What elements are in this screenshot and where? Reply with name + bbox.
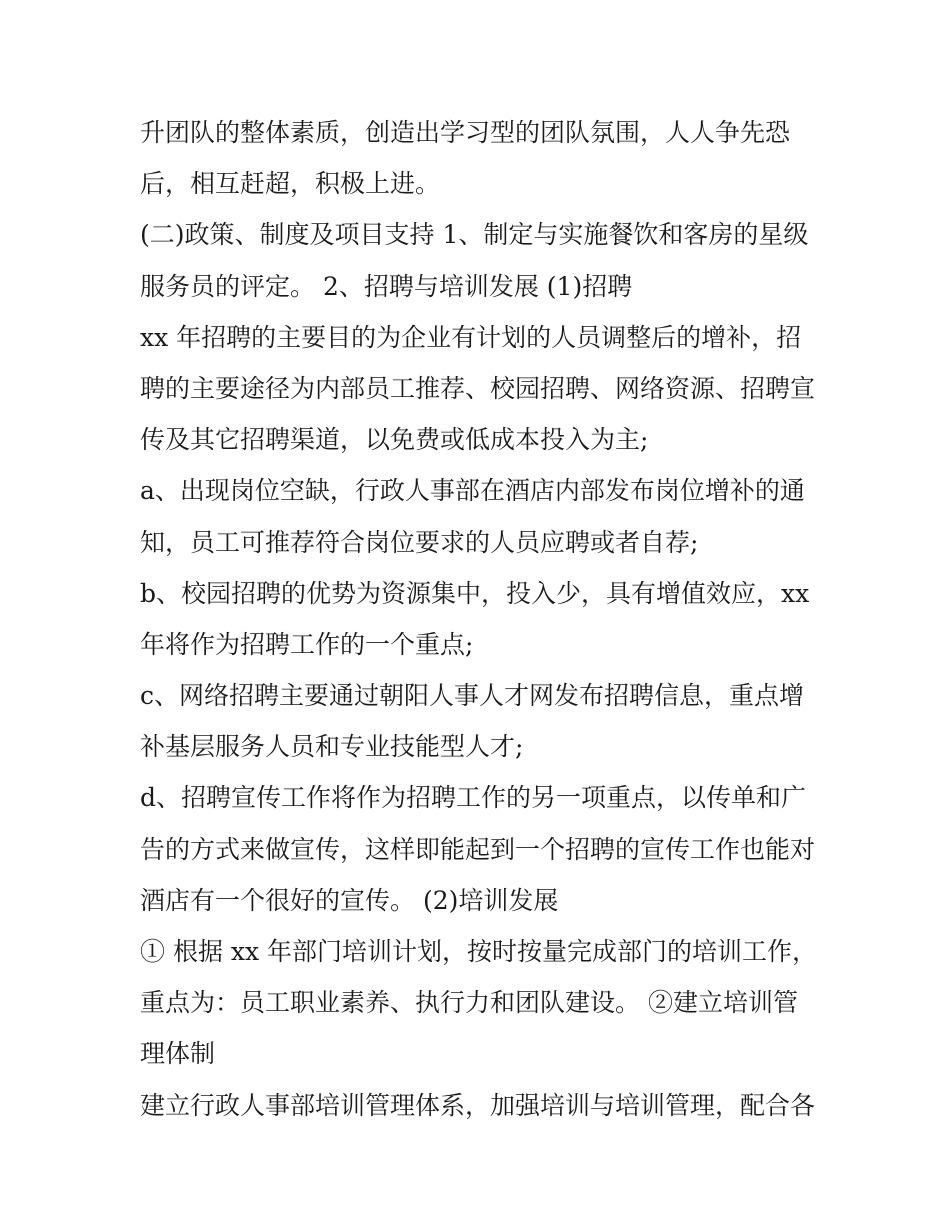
text-line: c、网络招聘主要通过朝阳人事人才网发布招聘信息，重点增 <box>140 681 805 711</box>
text-line: ① 根据 xx 年部门培训计划，按时按量完成部门的培训工作， <box>140 937 818 966</box>
text-line: (二)政策、制度及项目支持 1、制定与实施餐饮和客房的星级 <box>140 220 809 250</box>
text-line: 酒店有一个很好的宣传。 (2)培训发展 <box>140 885 559 915</box>
text-line: 年将作为招聘工作的一个重点; <box>140 629 474 659</box>
text-line: 升团队的整体素质，创造出学习型的团队氛围，人人争先恐 <box>140 118 791 147</box>
text-line: b、校园招聘的优势为资源集中，投入少，具有增值效应，xx <box>140 578 810 608</box>
text-line: xx 年招聘的主要目的为企业有计划的人员调整后的增补，招 <box>140 322 802 352</box>
text-line: 传及其它招聘渠道，以免费或低成本投入为主; <box>140 425 649 455</box>
document-body <box>140 107 820 1131</box>
text-line: a、出现岗位空缺，行政人事部在酒店内部发布岗位增补的通 <box>140 476 805 506</box>
text-line: 重点为：员工职业素养、执行力和团队建设。 ②建立培训管 <box>140 988 798 1018</box>
text-line: 聘的主要途径为内部员工推荐、校园招聘、网络资源、招聘宣 <box>140 373 816 403</box>
text-line: 补基层服务人员和专业技能型人才; <box>140 732 524 762</box>
text-line: 后，相互赶超，积极上进。 <box>140 169 441 199</box>
text-line: 知，员工可推荐符合岗位要求的人员应聘或者自荐; <box>140 527 699 557</box>
text-line: 服务员的评定。 2、招聘与培训发展 (1)招聘 <box>140 271 633 301</box>
text-line: 理体制 <box>140 1039 216 1069</box>
text-line: 告的方式来做宣传，这样即能起到一个招聘的宣传工作也能对 <box>140 834 816 864</box>
text-line: d、招聘宣传工作将作为招聘工作的另一项重点，以传单和广 <box>140 783 807 813</box>
text-line: 建立行政人事部培训管理体系，加强培训与培训管理，配合各 <box>140 1090 816 1120</box>
